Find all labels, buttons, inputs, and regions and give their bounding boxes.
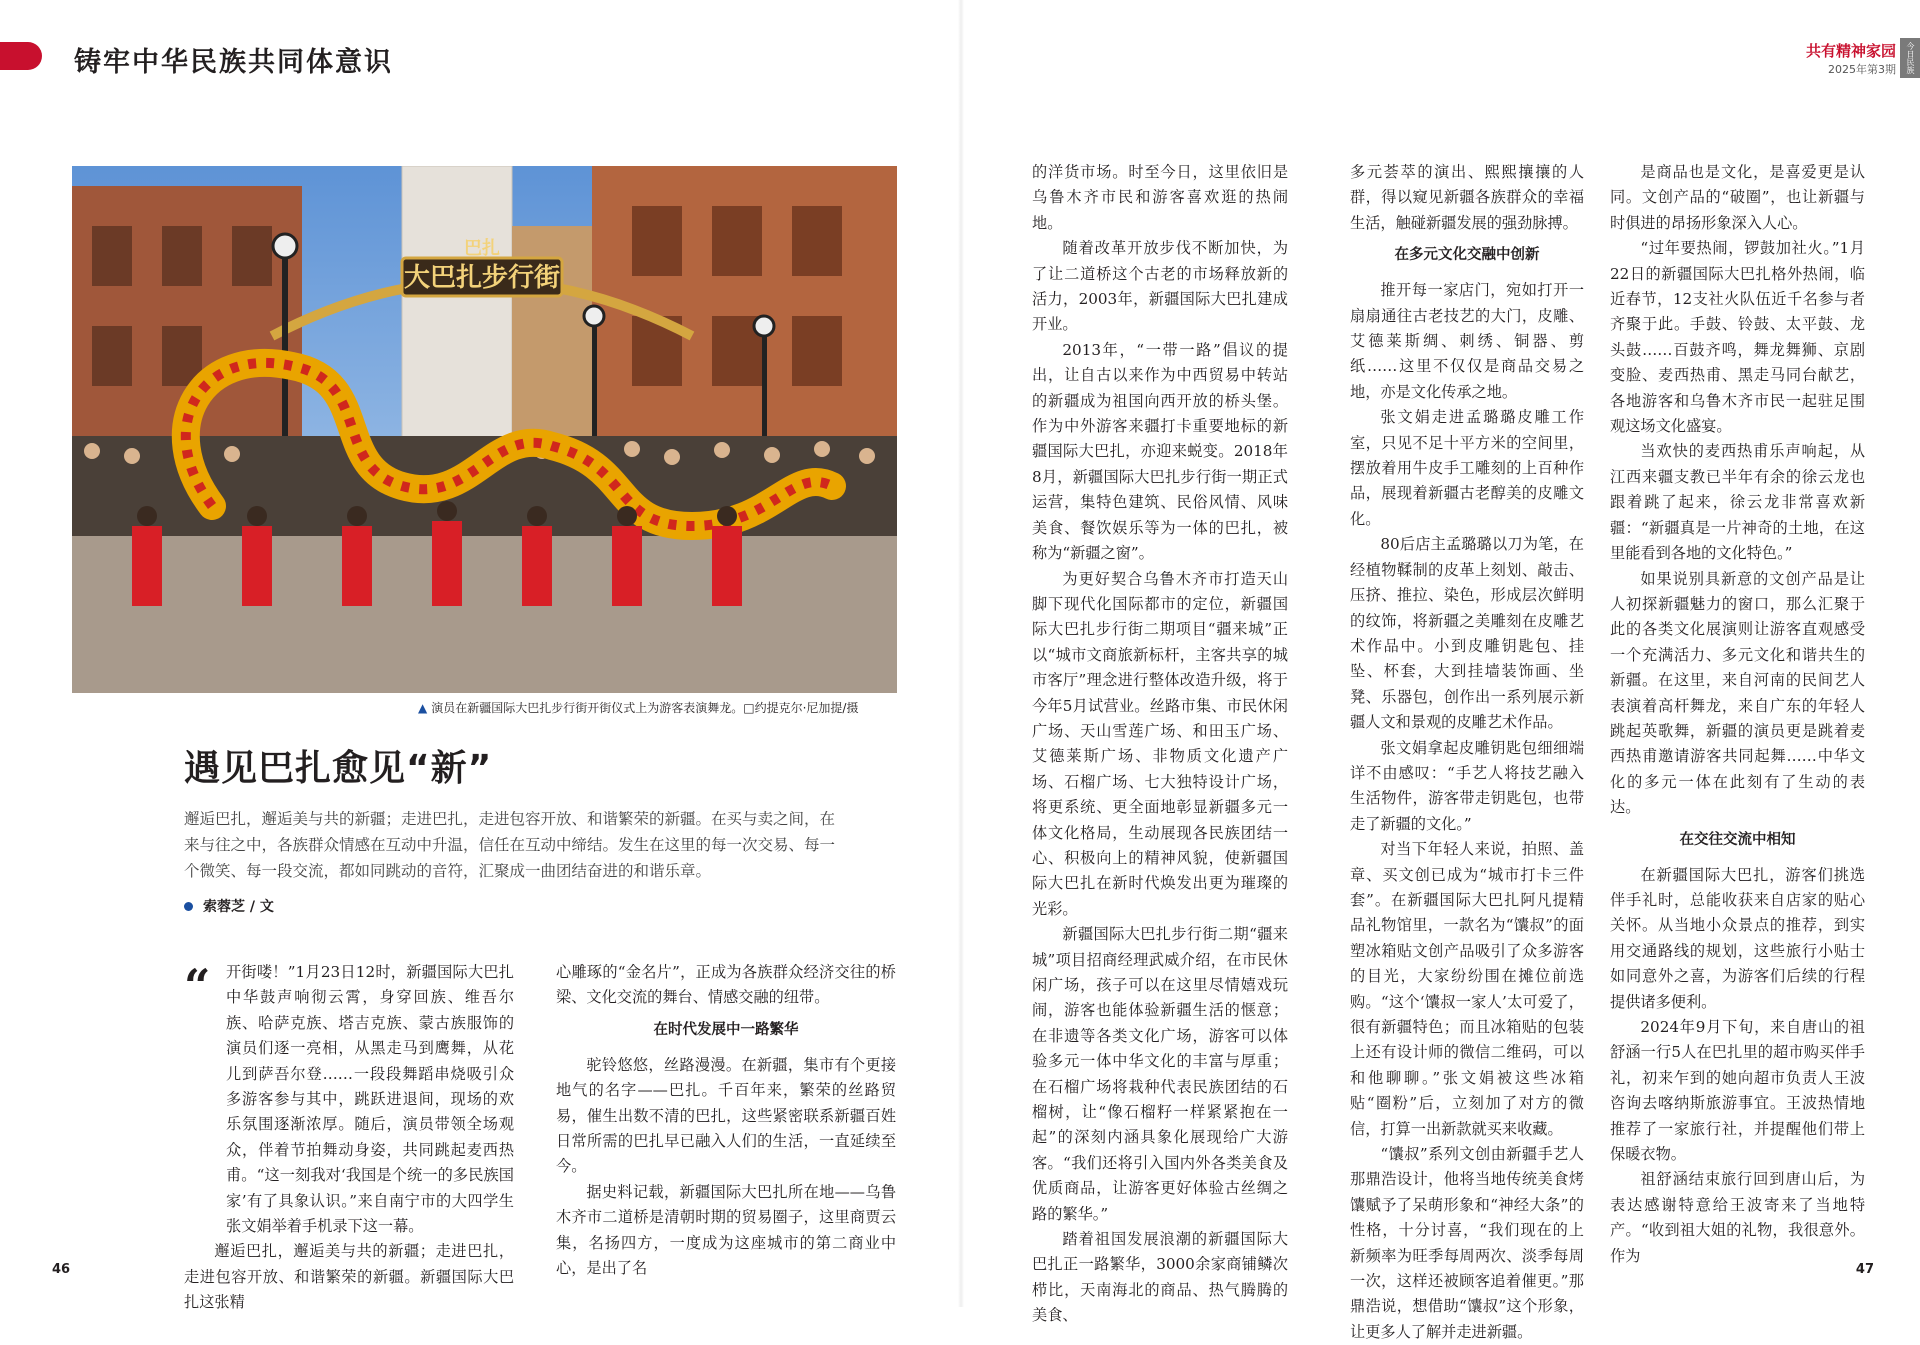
paragraph: 多元荟萃的演出、熙熙攘攘的人群，得以窥见新疆各族群众的幸福生活，触碰新疆发展的强劲脉搏。 — [1350, 163, 1584, 232]
paragraph: 的洋货市场。时至今日，这里依旧是乌鲁木齐市民和游客喜欢逛的热闹地。 — [1032, 163, 1288, 232]
body-column-3 — [1032, 160, 1288, 1329]
subheading: 在多元文化交融中创新 — [1394, 247, 1540, 264]
photo-credit: □约提克尔·尼加提/摄 — [743, 701, 859, 715]
photo-caption — [418, 699, 858, 716]
body-column-5 — [1610, 160, 1865, 1269]
paragraph: 如果说别具新意的文创产品是让人初探新疆魅力的窗口，那么汇聚于此的各类文化展演则让游客直观感受一个充满活力、多元文化和谐共生的新疆。在这里，来自河南的民间艺人表演着高杆舞龙，来自广东的年轻人跳起英歌舞，新疆的演员更是跳着麦西热甫邀请游客共同起舞……中华文化的多元一体在此刻有了生动的表达。 — [1610, 569, 1865, 817]
paragraph: “馕叔”系列文创由新疆手艺人那鼎浩设计，他将当地传统美食烤馕赋予了呆萌形象和“神经大条”的性格，十分讨喜，“我们现在的上新频率为旺季每周两次、淡季每周一次，这样还被顾客追着催更。”那鼎浩说，想借助“馕叔”这个形象，让更多人了解并走进新疆。 — [1350, 1145, 1584, 1341]
paragraph: “过年要热闹，锣鼓加社火。”1月22日的新疆国际大巴扎格外热闹，临近春节，12支社火队伍近千名参与者齐聚于此。手鼓、铃鼓、太平鼓、龙头鼓……百鼓齐鸣，舞龙舞狮、京剧变脸、麦西热甫、黑走马同台献艺，各地游客和乌鲁木齐市民一起驻足围观这场文化盛宴。 — [1610, 239, 1865, 436]
article-author — [184, 896, 274, 916]
magazine-masthead — [1806, 40, 1896, 77]
quote-mark-icon: “ — [184, 959, 211, 1013]
article-title: 遇见巴扎愈见“新” — [184, 748, 493, 789]
paragraph: 据史料记载，新疆国际大巴扎所在地——乌鲁木齐市二道桥是清朝时期的贸易圈子，这里商贾云集，名扬四方，一度成为这座城市的第二商业中心，是出了名 — [556, 1182, 896, 1278]
paragraph: 随着改革开放步伐不断加快，为了让二道桥这个古老的市场释放新的活力，2003年，新疆国际大巴扎建成开业。 — [1032, 239, 1288, 334]
paragraph: 驼铃悠悠，丝路漫漫。在新疆，集市有个更接地气的名字——巴扎。千百年来，繁荣的丝路贸易，催生出数不清的巴扎，这些紧密联系新疆百姓日常所需的巴扎早已融入人们的生活，一直延续至今。 — [556, 1055, 896, 1176]
paragraph: 是商品也是文化，是喜爱更是认同。文创产品的“破圈”，也让新疆与时俱进的昂扬形象深入人心。 — [1610, 163, 1865, 232]
paragraph: 2013年，“一带一路”倡议的提出，让自古以来作为中西贸易中转站的新疆成为祖国向西开放的桥头堡。作为中外游客来疆打卡重要地标的新疆国际大巴扎，亦迎来蜕变。2018年8月，新疆国际大巴扎步行街一期正式运营，集特色建筑、民俗风情、风味美食、餐饮娱乐等为一体的巴扎，被称为“新疆之窗”。 — [1032, 340, 1288, 563]
paragraph: 在新疆国际大巴扎，游客们挑选伴手礼时，总能收获来自店家的贴心关怀。从当地小众景点的推荐，到实用交通路线的规划，这些旅行小贴士如同意外之喜，为游客们后续的行程提供诸多便利。 — [1610, 865, 1865, 1011]
subheading: 在时代发展中一路繁华 — [653, 1021, 799, 1038]
issue-number: 2025年第3期 — [1828, 63, 1896, 76]
paragraph: 2024年9月下旬，来自唐山的祖舒涵一行5人在巴扎里的超市购买伴手礼，初来乍到的她向超市负责人王波咨询去喀纳斯旅游事宜。王波热情地推荐了一家旅行社，并提醒他们带上保暖衣物。 — [1610, 1018, 1865, 1164]
paragraph: 心雕琢的“金名片”，正成为各族群众经济交往的桥梁、文化交流的舞台、情感交融的纽带。 — [556, 963, 896, 1007]
subheading: 在交往交流中相知 — [1679, 831, 1796, 848]
paragraph: 推开每一家店门，宛如打开一扇扇通往古老技艺的大门，皮雕、艾德莱斯绸、刺绣、铜器、剪纸……这里不仅仅是商品交易之地，亦是文化传承之地。 — [1350, 281, 1584, 401]
article-lead: 邂逅巴扎，邂逅美与共的新疆；走进巴扎，走进包容开放、和谐繁荣的新疆。在买与卖之间，在来与往之中，各族群众情感在互动中升温，信任在互动中缔结。发生在这里的每一次交易、每一个微笑、每一段交流，都如同跳动的音符，汇聚成一曲团结奋进的和谐乐章。 — [184, 810, 836, 880]
paragraph: 邂逅巴扎，邂逅美与共的新疆；走进巴扎，走进包容开放、和谐繁荣的新疆。新疆国际大巴扎这张精 — [184, 1242, 514, 1312]
magazine-name: 共有精神家园 — [1805, 42, 1896, 60]
body-column-1 — [184, 960, 514, 1316]
author-bullet-icon — [184, 902, 193, 911]
paragraph: 张文娟拿起皮雕钥匙包细细端详不由感叹：“手艺人将技艺融入生活物件，游客带走钥匙包，也带走了新疆的文化。” — [1350, 738, 1584, 833]
paragraph: 祖舒涵结束旅行回到唐山后，为表达感谢特意给王波寄来了当地特产。“收到祖大姐的礼物，我很意外。作为 — [1610, 1170, 1865, 1265]
paragraph: 张文娟走进孟璐璐皮雕工作室，只见不足十平方米的空间里，摆放着用牛皮手工雕刻的上百种作品，展现着新疆古老醇美的皮雕文化。 — [1350, 408, 1584, 528]
sign-small-text: 巴扎 — [464, 238, 500, 259]
page-gutter — [958, 0, 964, 1307]
caption-text: 演员在新疆国际大巴扎步行街开街仪式上为游客表演舞龙。 — [431, 701, 744, 715]
page-number-right: 47 — [1855, 1262, 1874, 1277]
paragraph: 当欢快的麦西热甫乐声响起，从江西来疆支教已半年有余的徐云龙也跟着跳了起来，徐云龙非常喜欢新疆：“新疆真是一片神奇的土地，在这里能看到各地的文化特色。” — [1610, 442, 1865, 563]
paragraph: 开街喽！”1月23日12时，新疆国际大巴扎中华鼓声响彻云霄，身穿回族、维吾尔族、哈萨克族、塔吉克族、蒙古族服饰的演员们逐一亮相，从黑走马到鹰舞，从花儿到萨吾尔登……一段段舞蹈串烧吸引众多游客参与其中，跳跃进退间，现场的欢乐氛围逐渐浓厚。随后，演员带领全场观众，伴着节拍舞动身姿，共同跳起麦西热甫。“这一刻我对‘我国是个统一的多民族国家’有了具象认识。”来自南宁市的大四学生张文娟举着手机录下这一幕。 — [226, 963, 514, 1236]
section-color-bar — [0, 42, 42, 70]
sign-text: 大巴扎步行街 — [403, 263, 561, 293]
body-column-2 — [556, 960, 896, 1281]
magazine-logo: 今日民族 — [1900, 38, 1920, 78]
paragraph: 对当下年轻人来说，拍照、盖章、买文创已成为“城市打卡三件套”。在新疆国际大巴扎阿凡提精品礼物馆里，一款名为“馕叔”的面塑冰箱贴文创产品吸引了众多游客的目光，大家纷纷围在摊位前选购。“这个‘馕叔一家人’太可爱了，很有新疆特色；而且冰箱贴的包装上还有设计师的微信二维码，可以和他聊聊。”张文娟被这些冰箱贴“圈粉”后，立刻加了对方的微信，打算一出新款就买来收藏。 — [1350, 840, 1584, 1138]
body-column-4 — [1350, 160, 1584, 1345]
section-title: 铸牢中华民族共同体意识 — [74, 47, 393, 78]
paragraph: 新疆国际大巴扎步行街二期“疆来城”项目招商经理武威介绍，在市民休闲广场，孩子可以在这里尽情嬉戏玩闹，游客也能体验新疆生活的惬意；在非遗等各类文化广场，游客可以体验多元一体中华文化的丰富与厚重；在石榴广场将栽种代表民族团结的石榴树，让“像石榴籽一样紧紧抱在一起”的深刻内涵具象化展现给广大游客。“我们还将引入国内外各类美食及优质商品，让游客更好体验古丝绸之路的繁华。” — [1032, 925, 1288, 1223]
paragraph: 80后店主孟璐璐以刀为笔，在经植物鞣制的皮革上刻划、敲击、压挤、推拉、染色，形成层次鲜明的纹饰，将新疆之美雕刻在皮雕艺术作品中。小到皮雕钥匙包、挂坠、杯套，大到挂墙装饰画、坐凳、乐器包，创作出一系列展示新疆人文和景观的皮雕艺术作品。 — [1350, 535, 1584, 732]
dragon-dance-photo — [72, 166, 897, 693]
paragraph: 为更好契合乌鲁木齐市打造天山脚下现代化国际都市的定位，新疆国际大巴扎步行街二期项目“疆来城”正以“城市文商旅新标杆，主客共享的城市客厅”理念进行整体改造升级，将于今年5月试营业。丝路市集、市民休闲广场、天山雪莲广场、和田玉广场、艾德莱斯广场、非物质文化遗产广场、石榴广场、七大独特设计广场，将更系统、更全面地彰显新疆多元一体文化格局，生动展现各民族团结一心、积极向上的精神风貌，使新疆国际大巴扎在新时代焕发出更为璀璨的光彩。 — [1032, 569, 1288, 918]
author-name: 索蓉芝 / 文 — [203, 899, 274, 915]
caption-triangle-icon: ▲ — [418, 701, 428, 715]
page-number-left: 46 — [52, 1262, 71, 1277]
paragraph: 踏着祖国发展浪潮的新疆国际大巴扎正一路繁华，3000余家商铺鳞次栉比，天南海北的商品、热气腾腾的美食、 — [1032, 1230, 1288, 1325]
